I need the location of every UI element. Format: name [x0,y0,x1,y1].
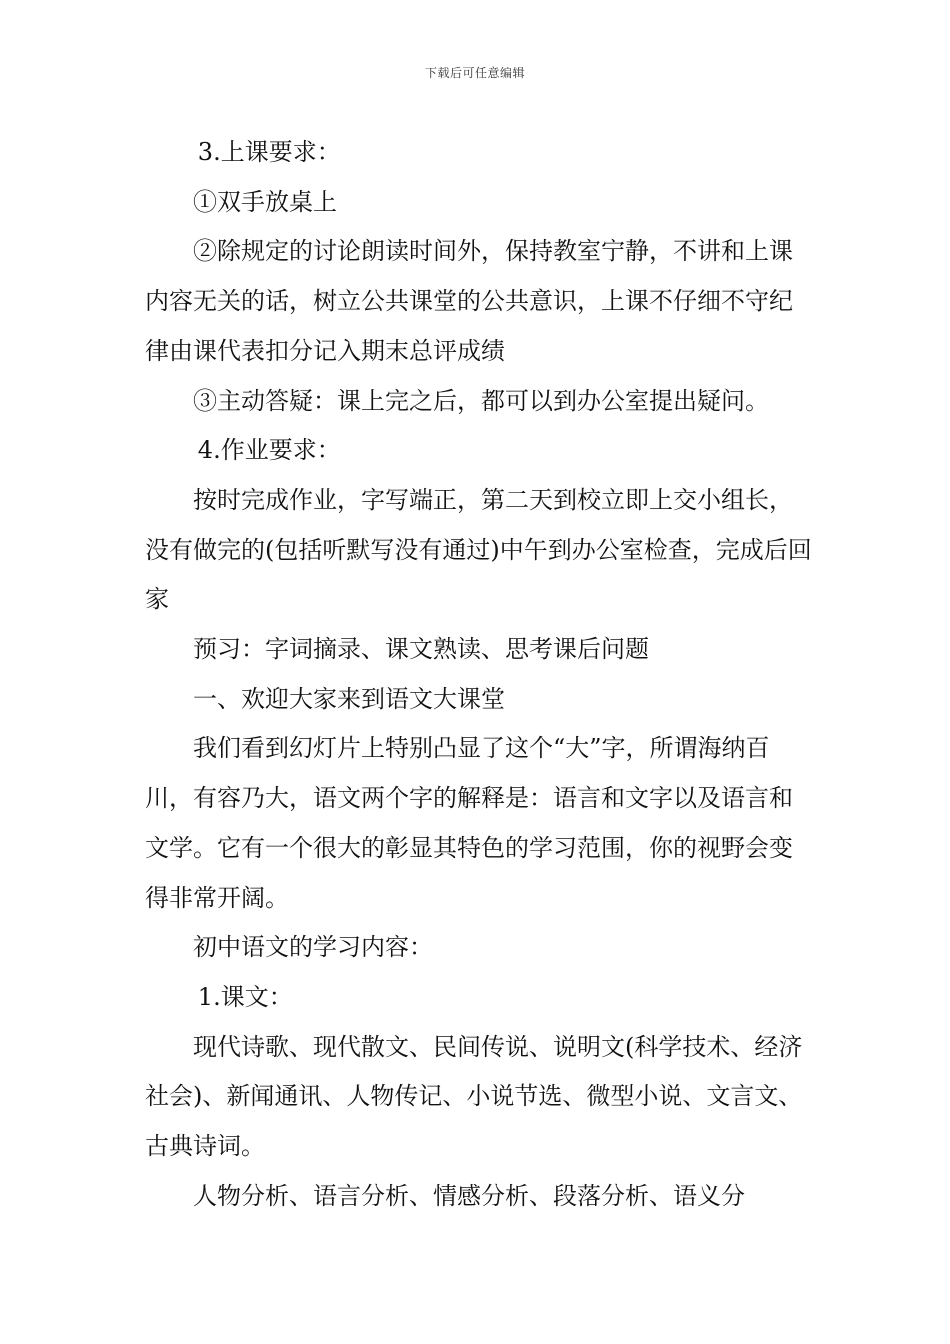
section-heading-welcome: 一、欢迎大家来到语文大课堂 [193,684,505,713]
paragraph-welcome-body: 我们看到幻灯片上特别凸显了这个“大”字，所谓海纳百川，有容乃大，语文两个字的解释是：语言和文字以及语言和文学。它有一个很大的彰显其特色的学习范围，你的视野会变得非常开阔。 [145,734,793,912]
paragraph-learning-content: 初中语文的学习内容： [193,933,433,962]
document-body [145,128,815,1221]
paragraph-text-genres: 现代诗歌、现代散文、民间传说、说明文(科学技术、经济社会)、新闻通讯、人物传记、小说节选、微型小说、文言文、古典诗词。 [145,1032,803,1161]
paragraph-analysis-types: 人物分析、语言分析、情感分析、段落分析、语义分 [193,1181,745,1210]
page-header: 下载后可任意编辑 [424,66,525,80]
section-heading-class-requirements: 3.上课要求： [197,138,341,166]
section-heading-homework-requirements: 4.作业要求： [197,436,341,465]
paragraph-rule-2: ②除规定的讨论朗读时间外，保持教室宁静，不讲和上课内容无关的话，树立公共课堂的公共意识，上课不仔细不守纪律由课代表扣分记入期末总评成绩 [145,237,793,365]
section-heading-texts: 1.课文： [197,982,293,1011]
paragraph-rule-3: ③主动答疑：课上完之后，都可以到办公室提出疑问。 [193,386,769,415]
paragraph-rule-1: ①双手放桌上 [193,187,337,216]
paragraph-preview: 预习：字词摘录、课文熟读、思考课后问题 [193,635,649,664]
paragraph-homework: 按时完成作业，字写端正，第二天到校立即上交小组长，没有做完的(包括听默写没有通过)中午到办公室检查，完成后回家 [145,485,812,614]
